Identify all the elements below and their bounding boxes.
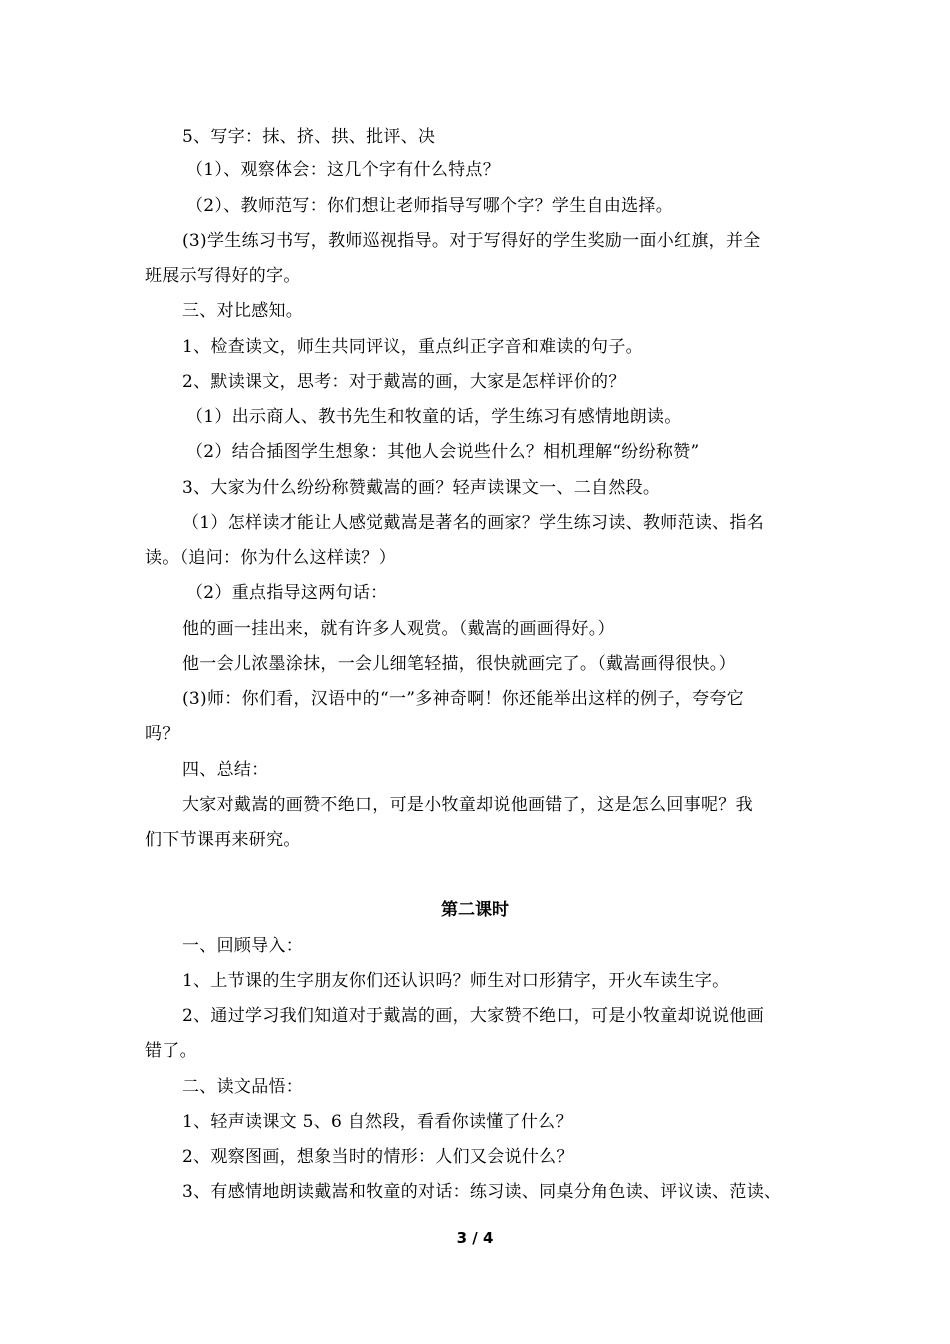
text-line: 2、默读课文，思考：对于戴嵩的画，大家是怎样评价的？ — [182, 372, 626, 392]
text-line: (3)师：你们看，汉语中的“一”多神奇啊！你还能举出这样的例子，夸夸它 — [182, 689, 744, 709]
text-line: 们下节课再来研究。 — [145, 830, 301, 850]
text-line: 一、回顾导入： — [182, 936, 304, 956]
text-line: (3)学生练习书写，教师巡视指导。对于写得好的学生奖励一面小红旗，并全 — [182, 231, 761, 251]
text-line: 班展示写得好的字。 — [145, 266, 301, 286]
text-line: 2、通过学习我们知道对于戴嵩的画，大家赞不绝口，可是小牧童却说说他画 — [182, 1006, 765, 1026]
text-line: （2）结合插图学生想象：其他人会说些什么？相机理解“纷纷称赞” — [186, 442, 700, 462]
text-line: 1、上节课的生字朋友你们还认识吗？师生对口形猜字，开火车读生字。 — [182, 971, 730, 991]
text-line: 读。（追问：你为什么这样读？） — [145, 548, 396, 568]
text-line: 吗？ — [145, 724, 180, 744]
text-line: 二、读文品悟： — [182, 1077, 304, 1097]
text-line: （1）出示商人、教书先生和牧童的话，学生练习有感情地朗读。 — [186, 407, 682, 427]
text-line: 3、有感情地朗读戴嵩和牧童的对话：练习读、同桌分角色读、评议读、范读、 — [182, 1182, 782, 1202]
text-line: 2、观察图画，想象当时的情形：人们又会说什么？ — [182, 1147, 574, 1167]
text-line: 3、大家为什么纷纷称赞戴嵩的画？轻声读课文一、二自然段。 — [182, 478, 661, 498]
section-title: 第二课时 — [441, 900, 509, 920]
text-line: 他的画一挂出来，就有许多人观赏。（戴嵩的画画得好。） — [182, 619, 615, 639]
text-line: 他一会儿浓墨涂抹，一会儿细笔轻描，很快就画完了。（戴嵩画得很快。） — [182, 654, 736, 674]
page-number: 3 / 4 — [456, 1229, 494, 1247]
text-line: 四、总结： — [182, 760, 269, 780]
text-line: （1）怎样读才能让人感觉戴嵩是著名的画家？学生练习读、教师范读、指名 — [182, 513, 765, 533]
text-line: （2）重点指导这两句话： — [186, 583, 388, 603]
text-line: 大家对戴嵩的画赞不绝口，可是小牧童却说他画错了，这是怎么回事呢？我 — [182, 795, 753, 815]
text-line: 三、对比感知。 — [182, 301, 304, 321]
text-line: 错了。 — [145, 1041, 197, 1061]
text-line: （2）、教师范写：你们想让老师指导写哪个字？学生自由选择。 — [186, 196, 674, 216]
text-line: 5、写字：抹、挤、拱、批评、决 — [182, 127, 436, 147]
text-line: 1、检查读文，师生共同评议，重点纠正字音和难读的句子。 — [182, 337, 643, 357]
text-line: （1）、观察体会：这几个字有什么特点？ — [186, 160, 501, 180]
text-line: 1、轻声读课文 5、6 自然段，看看你读懂了什么？ — [182, 1112, 573, 1132]
